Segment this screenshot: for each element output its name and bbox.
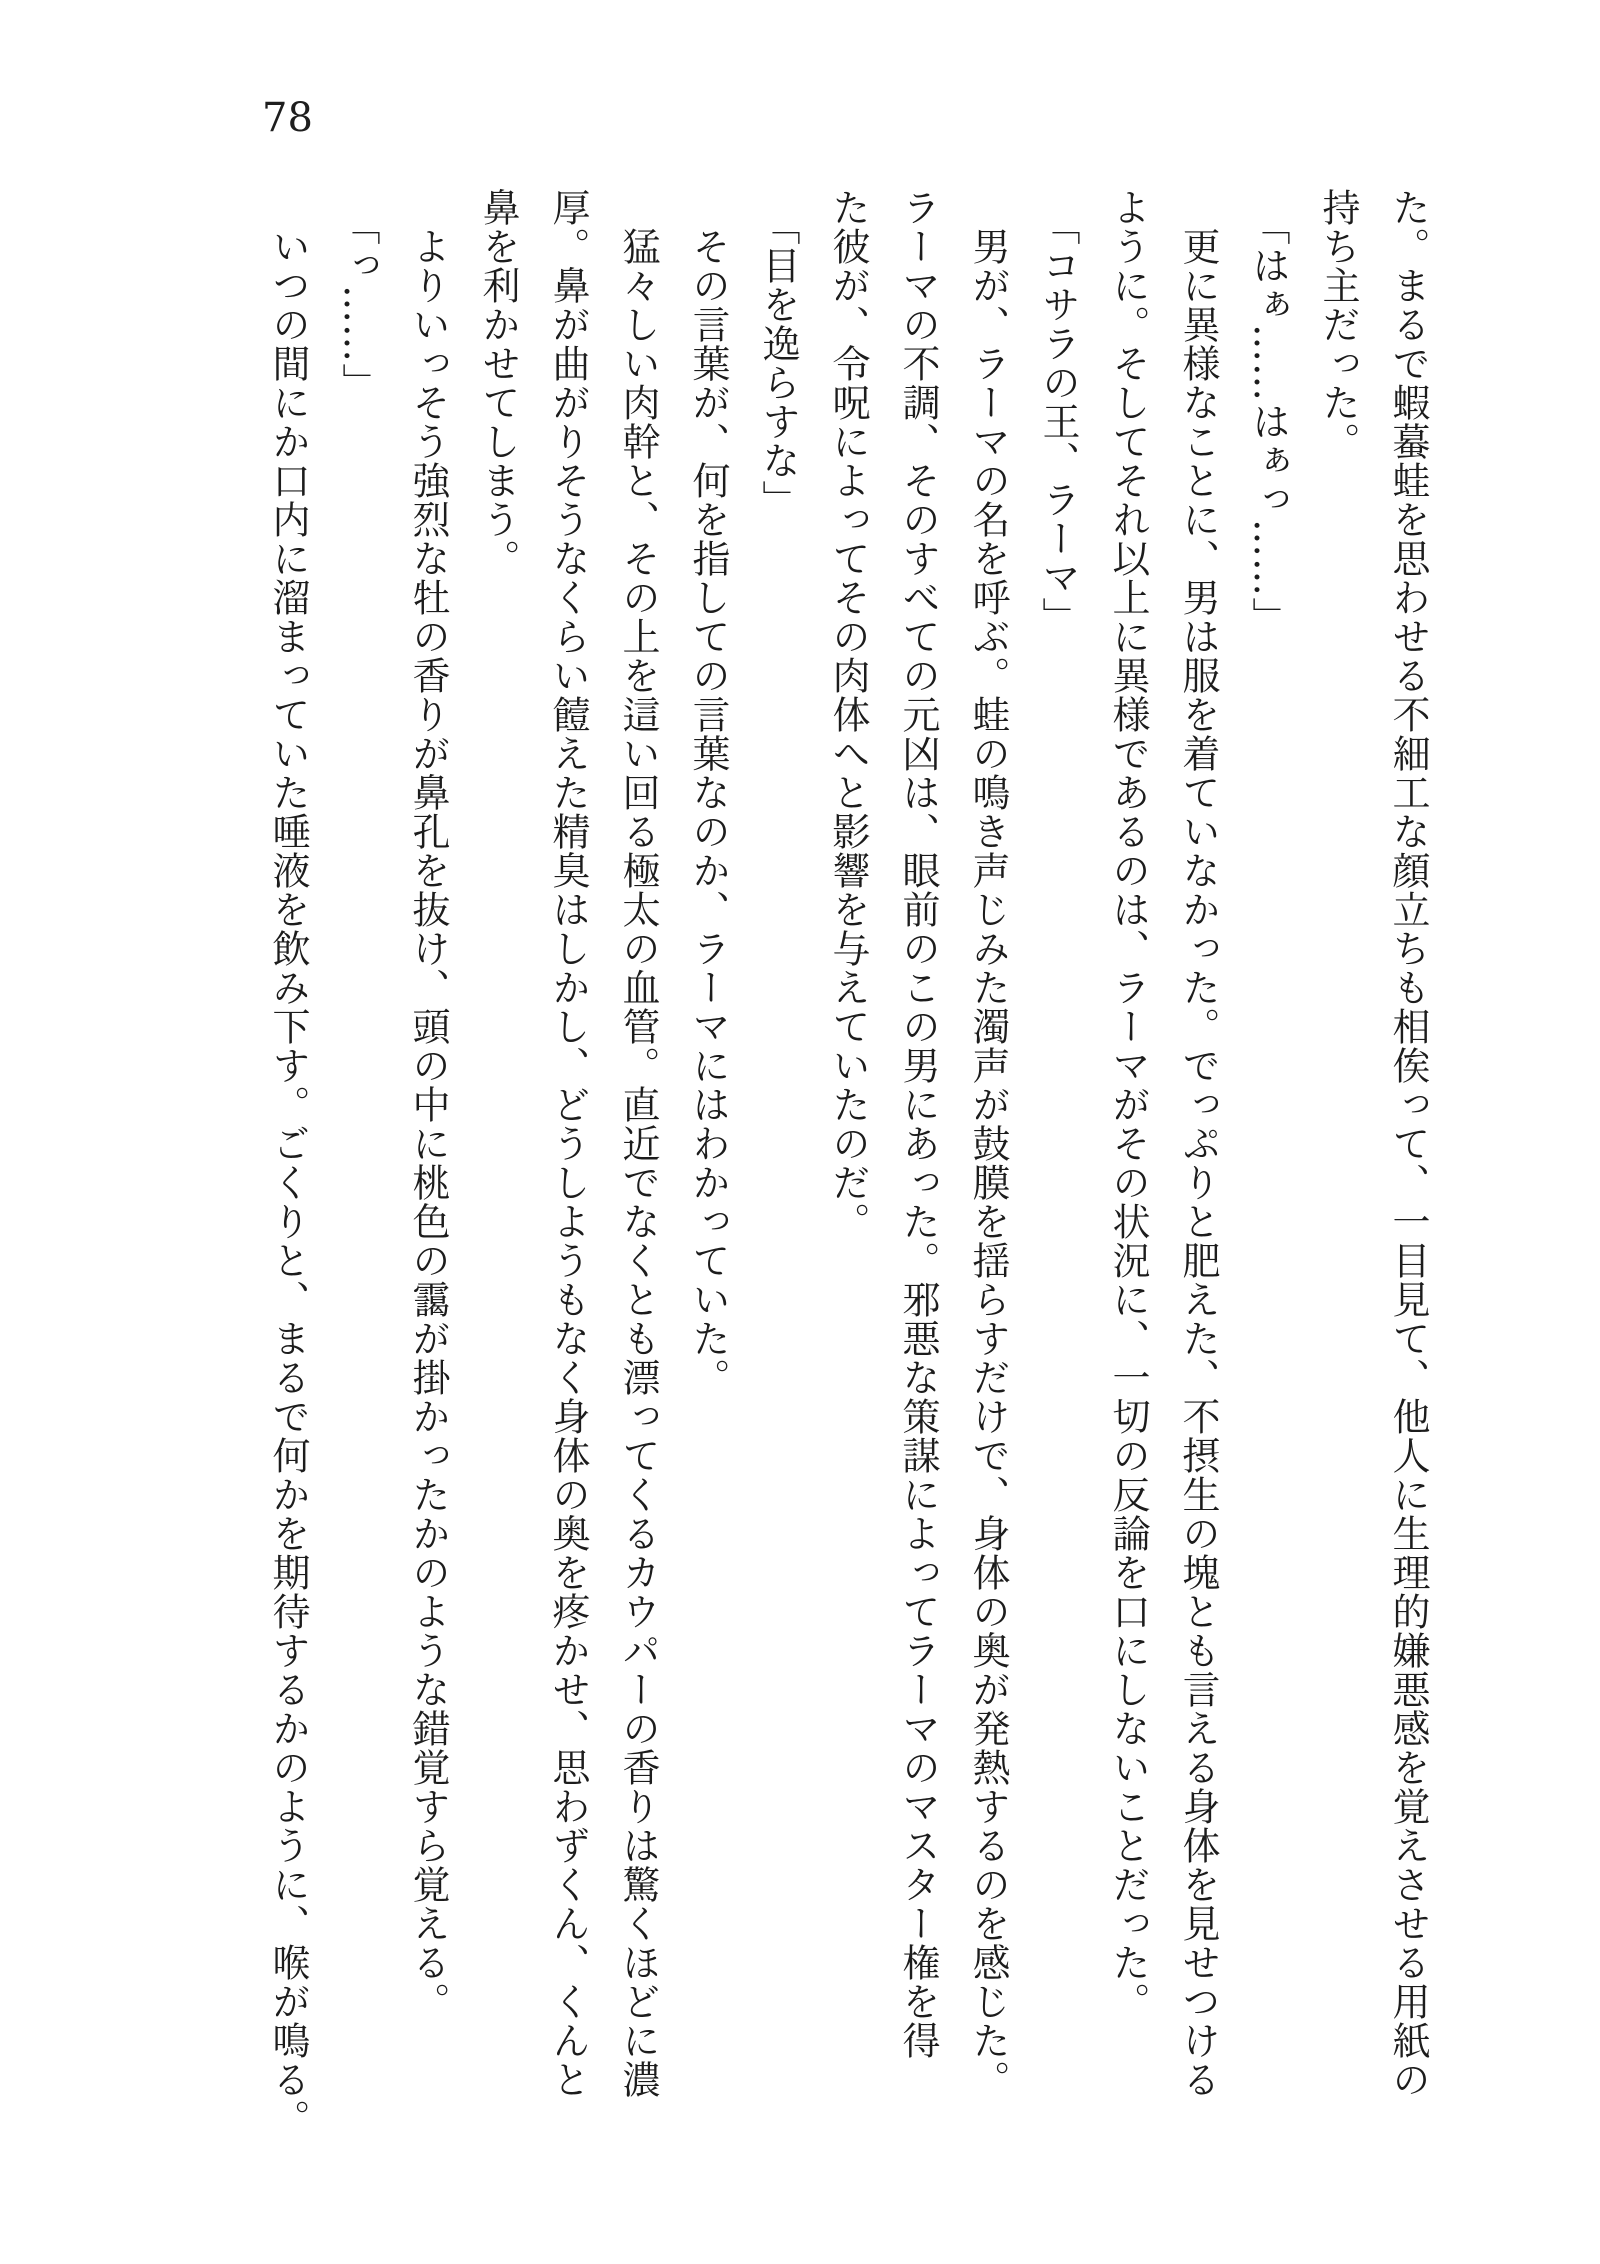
text-column-13: 厚。鼻が曲がりそうなくらい饐えた精臭はしかし、どうしようもなく身体の奥を疼かせ、思わずくん、くんと: [546, 188, 590, 2099]
page-number: 78: [262, 95, 313, 141]
text-column-11: その言葉が、何を指しての言葉なのか、ラーマにはわかっていた。: [686, 188, 730, 1397]
text-column-9: た彼が、令呪によってその肉体へと影響を与えていたのだ。: [826, 188, 870, 1241]
text-column-3: 「はぁ……はぁっ……」: [1246, 207, 1290, 636]
text-column-14: 鼻を利かせてしまう。: [476, 188, 520, 578]
text-block: [253, 188, 1443, 2208]
text-column-4: 更に異様なことに、男は服を着ていなかった。でっぷりと肥えた、不摂生の塊とも言える身体を見せつける: [1176, 188, 1220, 2099]
text-column-8: ラーマの不調、そのすべての元凶は、眼前のこの男にあった。邪悪な策謀によってラーマのマスター権を得: [896, 188, 940, 2060]
text-column-10: 「目を逸らすな」: [756, 207, 800, 519]
text-column-16: 「っ……」: [336, 207, 380, 402]
text-column-5: ように。そしてそれ以上に異様であるのは、ラーマがその状況に、一切の反論を口にしないことだった。: [1106, 188, 1150, 2021]
text-column-2: 持ち主だった。: [1316, 188, 1360, 461]
text-column-1: た。まるで蝦蟇蛙を思わせる不細工な顔立ちも相俟って、一目見て、他人に生理的嫌悪感を覚えさせる用紙の: [1386, 188, 1430, 2099]
text-column-15: よりいっそう強烈な牡の香りが鼻孔を抜け、頭の中に桃色の靄が掛かったかのような錯覚すら覚える。: [406, 188, 450, 2021]
text-column-7: 男が、ラーマの名を呼ぶ。蛙の鳴き声じみた濁声が鼓膜を揺らすだけで、身体の奥が発熱するのを感じた。: [966, 188, 1010, 2099]
text-column-17: いつの間にか口内に溜まっていた唾液を飲み下す。ごくりと、まるで何かを期待するかのように、喉が鳴る。: [266, 188, 310, 2138]
text-column-12: 猛々しい肉幹と、その上を這い回る極太の血管。直近でなくとも漂ってくるカウパーの香りは驚くほどに濃: [616, 188, 660, 2099]
text-column-6: 「コサラの王、ラーマ」: [1036, 207, 1080, 636]
